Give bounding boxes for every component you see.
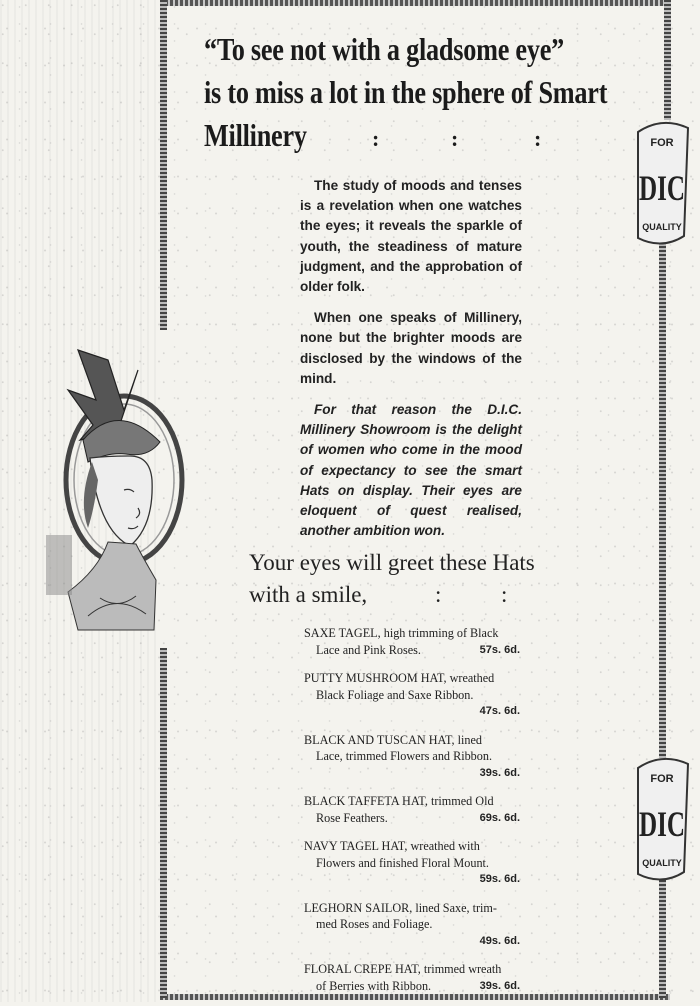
hat-detail: lined Saxe, trim- bbox=[415, 900, 497, 915]
badge-top-text: FOR bbox=[650, 137, 674, 149]
hat-detail: high trimming of Black bbox=[383, 626, 499, 640]
hat-name: BLACK TAFFETA HAT, bbox=[304, 794, 428, 808]
hat-item bbox=[304, 670, 524, 720]
hat-price-list bbox=[304, 625, 524, 1006]
hat-name: BLACK AND TUSCAN HAT, bbox=[304, 732, 455, 747]
hat-item bbox=[304, 838, 524, 888]
left-border-lower bbox=[160, 648, 167, 998]
hat-name: SAXE TAGEL, bbox=[304, 626, 381, 640]
headline-line-2: is to miss a lot in the sphere of Smart bbox=[204, 74, 608, 110]
hat-detail: wreathed bbox=[449, 671, 495, 685]
dic-quality-badge-top bbox=[634, 118, 690, 248]
hat-desc: of Berries with Ribbon. bbox=[316, 978, 432, 993]
badge-middle-text: DIC bbox=[639, 804, 685, 844]
dic-quality-badge-bottom bbox=[634, 754, 690, 884]
subheading-line-1: Your eyes will greet these Hats bbox=[249, 550, 535, 575]
hat-name: FLORAL CREPE HAT, bbox=[304, 962, 421, 976]
hat-detail: trimmed wreath bbox=[423, 962, 502, 976]
hat-name: NAVY TAGEL HAT, bbox=[304, 839, 408, 853]
intro-copy bbox=[300, 176, 522, 552]
subheading bbox=[249, 547, 589, 611]
hat-item bbox=[304, 961, 524, 994]
hat-desc: med Roses and Foliage. bbox=[316, 917, 433, 931]
badge-top-text: FOR bbox=[650, 773, 674, 785]
hat-item bbox=[304, 900, 524, 950]
intro-paragraph: For that reason the D.I.C. Millinery Showroom is the delight of women who come in the mood of expectancy to see the smart Hats on display. Their eyes are eloquent of quest realised, another ambition won. bbox=[300, 402, 522, 539]
hat-item bbox=[304, 732, 524, 782]
subheading-colon-1: : bbox=[435, 582, 442, 607]
badge-bottom-text: QUALITY bbox=[642, 222, 682, 232]
right-border-middle bbox=[659, 242, 666, 758]
hat-desc: Flowers and finished Floral Mount. bbox=[316, 855, 489, 870]
left-border-upper bbox=[160, 0, 167, 330]
hat-name: PUTTY MUSHROOM HAT, bbox=[304, 671, 447, 685]
hat-price: 69s. 6d. bbox=[479, 811, 520, 824]
hat-price: 59s. 6d. bbox=[479, 873, 520, 885]
badge-middle-text: DIC bbox=[639, 168, 685, 208]
woman-in-hat-illustration bbox=[38, 330, 186, 642]
hat-detail: trimmed Old bbox=[430, 794, 494, 808]
hat-item bbox=[304, 625, 524, 658]
intro-paragraph: When one speaks of Millinery, none but the brighter moods are disclosed by the windows of the mind. bbox=[300, 310, 522, 386]
hat-price: 39s. 6d. bbox=[479, 766, 520, 779]
hat-price: 39s. 6d. bbox=[479, 979, 520, 992]
hat-detail: wreathed with bbox=[410, 839, 480, 853]
top-border bbox=[160, 0, 670, 6]
right-border-top bbox=[664, 0, 671, 120]
hat-item bbox=[304, 793, 524, 826]
hat-price: 57s. 6d. bbox=[479, 643, 520, 656]
subheading-line-2: with a smile, bbox=[249, 582, 368, 607]
intro-paragraph: The study of moods and tenses is a revelation when one watches the eyes; it reveals the sparkle of youth, the steadiness of mature judgment, and the approbation of older folk. bbox=[300, 178, 522, 295]
hat-price: 47s. 6d. bbox=[479, 705, 520, 717]
headline-colon-1: : bbox=[372, 126, 380, 151]
hat-price: 49s. 6d. bbox=[479, 934, 520, 947]
subheading-colon-2: : bbox=[501, 582, 508, 607]
headline-line-3: Millinery bbox=[204, 117, 307, 153]
hat-name: LEGHORN SAILOR, bbox=[304, 900, 413, 915]
badge-bottom-text: QUALITY bbox=[642, 858, 682, 868]
hat-desc: Lace and Pink Roses. bbox=[316, 642, 421, 657]
right-border-bottom bbox=[659, 868, 666, 998]
hat-desc: Black Foliage and Saxe Ribbon. bbox=[316, 687, 474, 702]
hat-desc: Lace, trimmed Flowers and Ribbon. bbox=[316, 749, 493, 763]
headline-line-1: “To see not with a gladsome eye” bbox=[204, 31, 564, 67]
headline-colon-3: : bbox=[534, 126, 542, 151]
hat-detail: lined bbox=[457, 732, 482, 747]
headline-colon-2: : bbox=[451, 126, 459, 151]
hat-desc: Rose Feathers. bbox=[316, 810, 388, 825]
